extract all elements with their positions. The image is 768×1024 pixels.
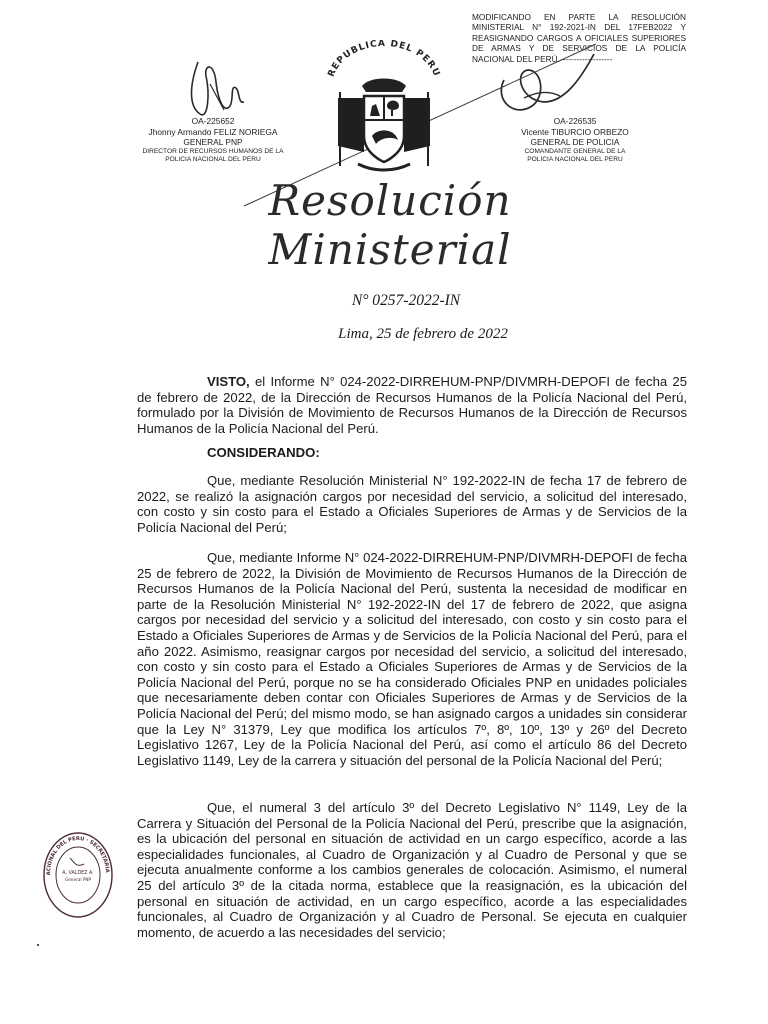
signature-right-position-2: POLICIA NACIONAL DEL PERU	[527, 155, 623, 163]
considerando-paragraph-2: Que, mediante Informe N° 024-2022-DIRREHUM-PNP/DIVMRH-DEPOFI de fecha 25 de febrero de 2022, la División de Movimiento de Recursos Humanos de la Dirección de Recursos Humanos de la Policía Nacional del Perú, sustenta la necesidad de modificar en parte de la Resolución Ministerial N° 192-2022-IN del 17 de febrero de 2022, que asigna cargos por necesidad del servicio y a solicitud del interesado, con costo y sin costo para el Estado a Oficiales Superiores de Armas y de Servicios de la Policía Nacional del Perú, para el año 2022. Asimismo, reasignar cargos por necesidad del servicio, a solicitud del interesado, con costo y sin costo para el Estado a Oficiales Superiores de Armas y de Servicios de la Policía Nacional del Perú, porque no se ha considerado Oficiales PNP en unidades policiales que necesariamente deben contar con Oficiales Superiores de Armas y de Servicios de la Policía Nacional del Perú; del mismo modo, se han asignado cargos a unidades sin considerar que la Ley N° 31379, Ley que modifica los artículos 7º, 8º, 10º, 13º y 26º del Decreto Legislativo 1267, Ley de la Policía Nacional del Perú, así como el artículo 86 del Decreto Legislativo 1149, Ley de la carrera y situación del personal de la Policía Nacional del Perú;	[137, 550, 687, 768]
resolution-summary-note: MODIFICANDO EN PARTE LA RESOLUCIÓN MINISTERIAL N° 192-2021-IN DEL 17FEB2022 Y REASIGNANDO CARGOS A OFICIALES SUPERIORES DE ARMAS Y DE SERVICIOS DE LA POLICÍA NACIONAL DEL PERÚ.-------------------	[472, 12, 686, 64]
signature-right-name: Vicente TIBURCIO ORBEZO	[521, 126, 629, 137]
margin-mark	[37, 944, 39, 946]
resolution-number: N° 0257-2022-IN	[351, 292, 461, 309]
svg-text:REPUBLICA DEL PERU	[327, 40, 442, 78]
signature-left-code: OA-225652	[191, 116, 235, 126]
crest-label: REPUBLICA DEL PERU	[326, 40, 442, 79]
considerando-paragraph-1: Que, mediante Resolución Ministerial N° 192-2022-IN de fecha 17 de febrero de 2022, se realizó la asignación cargos por necesidad del servicio, a solicitud del interesado, con costo y sin costo para el Estado a Oficiales Superiores de Armas y de Servicios de la Policía Nacional del Perú;	[137, 473, 687, 535]
official-seal-stamp	[40, 818, 116, 924]
seal-center-line-1: A. VALDEZ A.	[62, 871, 94, 876]
coat-of-arms-emblem	[318, 40, 450, 180]
visto-lead: VISTO,	[207, 374, 250, 389]
signature-right-code: OA-226535	[553, 116, 597, 126]
signature-left-position-1: DIRECTOR DE RECURSOS HUMANOS DE LA	[142, 147, 284, 155]
signature-left-rank: GENERAL PNP	[183, 137, 243, 147]
visto-paragraph	[137, 374, 687, 436]
document-title: Resolución Ministerial	[268, 176, 512, 274]
seal-center-line-2: General PNP	[64, 877, 92, 882]
visto-text: el Informe N° 024-2022-DIRREHUM-PNP/DIVMRH-DEPOFI de fecha 25 de febrero de 2022, de la Dirección de Recursos Humanos de la Policía Nacional del Perú, formulado por la División de Movimiento de Recursos Humanos de la Dirección de Recursos Humanos de la Policía Nacional del Perú.	[137, 374, 687, 436]
signature-right-rank: GENERAL DE POLICIA	[530, 137, 620, 147]
signature-left-name: Jhonny Armando FELIZ NORIEGA	[148, 126, 278, 137]
signature-right-position-1: COMANDANTE GENERAL DE LA	[524, 147, 626, 155]
signature-left-position-2: POLICIA NACIONAL DEL PERU	[165, 155, 261, 163]
considerando-heading: CONSIDERANDO:	[207, 445, 320, 460]
considerando-paragraph-3: Que, el numeral 3 del artículo 3º del Decreto Legislativo N° 1149, Ley de la Carrera y Situación del Personal de la Policía Nacional del Perú, prescribe que la asignación, es la ubicación del personal en situación de actividad en un cargo específico, acorde a las especialidades funcionales, al Cuadro de Organización y al Cuadro de Personal y que se ejecuta anualmente conforme a los cambios generales de colocación. Asimismo, el numeral 25 del artículo 3º de la citada norma, establece que la reasignación, es la ubicación del personal en situación de actividad, en un cargo específico, acorde a las especialidades funcionales, al Cuadro de Organización y al Cuadro de Personal. Se ejecuta en cualquier momento, de acuerdo a las necesidades del servicio;	[137, 800, 687, 940]
resolution-date: Lima, 25 de febrero de 2022	[338, 326, 508, 342]
seal-ring-text: ACIONAL DEL PERU · SECRETARIA	[45, 835, 111, 876]
